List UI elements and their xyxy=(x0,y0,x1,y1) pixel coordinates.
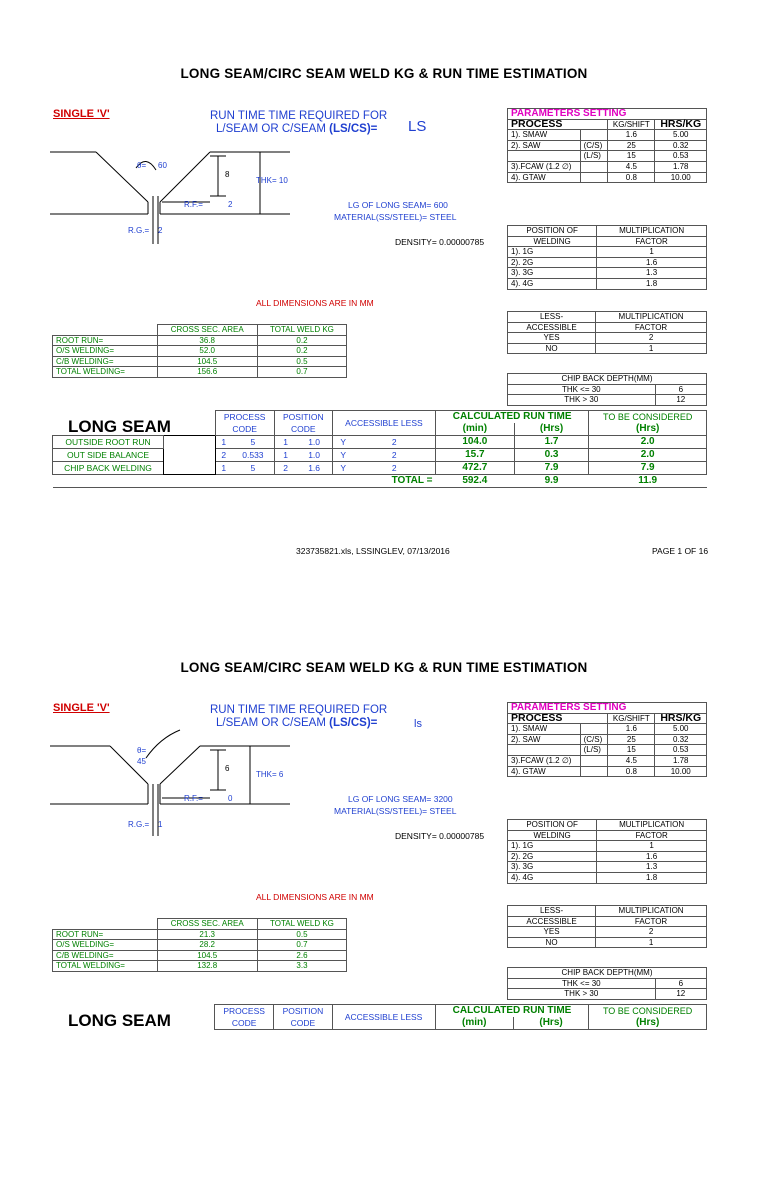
run-time-code: (LS/CS)= xyxy=(329,717,378,729)
table-row: ROOT RUN= 36.8 0.2 xyxy=(53,335,347,346)
long-seam-heading: LONG SEAM xyxy=(68,417,171,436)
chip-back-title: CHIP BACK DEPTH(MM) xyxy=(508,968,707,979)
table-row: 2). SAW (C/S) 25 0.32 xyxy=(508,140,707,151)
position-factor-table: POSITION OF MULTIPLICATION WELDING FACTOR 1). 1G 1 2). 2G 1.6 3). 3G 1.3 4). 4G 1.8 xyxy=(507,225,707,290)
long-seam-length: LG OF LONG SEAM= 600 xyxy=(348,200,448,210)
angle-value: 45 xyxy=(137,757,146,766)
material-label: MATERIAL(SS/STEEL)= STEEL xyxy=(334,806,457,816)
table-row: 3).FCAW (1.2 ∅) 4.5 1.78 xyxy=(508,755,707,766)
run-time-prompt: RUN TIME TIME REQUIRED FOR xyxy=(210,704,388,716)
table-row: THK <= 30 6 xyxy=(508,978,707,989)
table-row: 3).FCAW (1.2 ∅) 4.5 1.78 xyxy=(508,161,707,172)
chip-back-title: CHIP BACK DEPTH(MM) xyxy=(508,374,707,385)
hrs-kg-header: HRS/KG xyxy=(655,713,707,724)
table-row: 1). SMAW 1.6 5.00 xyxy=(508,130,707,141)
table-row: C/B WELDING= 104.5 2.6 xyxy=(53,950,347,961)
table-row: TOTAL WELDING= 132.8 3.3 xyxy=(53,961,347,972)
joint-type-label: SINGLE 'V' xyxy=(53,108,110,120)
position-factor-table: POSITION OF MULTIPLICATION WELDING FACTOR 1). 1G 1 2). 2G 1.6 3). 3G 1.3 4). 4G 1.8 xyxy=(507,819,707,884)
thickness-label: THK= 6 xyxy=(256,770,284,779)
root-gap-value: 2 xyxy=(158,226,163,235)
footer-page-number: PAGE 1 OF 16 xyxy=(652,546,709,556)
table-row: ROOT RUN= 21.3 0.5 xyxy=(53,929,347,940)
dimensions-note: ALL DIMENSIONS ARE IN MM xyxy=(256,298,374,308)
long-seam-length: LG OF LONG SEAM= 3200 xyxy=(348,794,453,804)
table-row: OUTSIDE ROOT RUN 1 5 1 1.0 Y 2 104.0 1.7 2.0 xyxy=(53,436,707,449)
table-row: (L/S) 15 0.53 xyxy=(508,745,707,756)
depth-value: 6 xyxy=(225,764,230,773)
table-row: TOTAL WELDING= 156.6 0.7 xyxy=(53,367,347,378)
table-row: NO 1 xyxy=(508,343,707,354)
root-gap-label: R.G.= xyxy=(128,226,150,235)
table-row: 3). 3G 1.3 xyxy=(508,268,707,279)
table-row: 4). GTAW 0.8 10.00 xyxy=(508,172,707,183)
table-row: YES 2 xyxy=(508,927,707,938)
table-row: 2). 2G 1.6 xyxy=(508,851,707,862)
accessibility-factor-table: LESS- MULTIPLICATION ACCESSIBLE FACTOR YES 2 NO 1 xyxy=(507,311,707,354)
root-face-value: 0 xyxy=(228,794,233,803)
parameters-heading: PARAMETERS SETTING xyxy=(508,109,707,120)
table-row: THK <= 30 6 xyxy=(508,384,707,395)
table-row: 1). 1G 1 xyxy=(508,247,707,258)
weld-joint-diagram xyxy=(50,130,320,245)
table-row: C/B WELDING= 104.5 0.5 xyxy=(53,356,347,367)
root-face-label: R.F.= xyxy=(184,794,203,803)
table-row: 2). 2G 1.6 xyxy=(508,257,707,268)
calculated-run-time-header: CALCULATED RUN TIME xyxy=(435,1005,589,1018)
angle-value: 60 xyxy=(158,161,167,170)
root-gap-value: 1 xyxy=(158,820,163,829)
total-row: TOTAL = 592.4 9.9 11.9 xyxy=(53,475,707,488)
run-time-prompt: RUN TIME TIME REQUIRED FOR xyxy=(210,110,388,122)
angle-label: θ= xyxy=(137,746,147,755)
parameters-table xyxy=(507,702,707,777)
chip-back-table xyxy=(507,373,707,406)
table-row: 4). GTAW 0.8 10.00 xyxy=(508,766,707,777)
weld-joint-diagram xyxy=(50,724,320,839)
table-row: THK > 30 12 xyxy=(508,395,707,406)
hrs-kg-header: HRS/KG xyxy=(655,119,707,130)
accessibility-factor-table: LESS- MULTIPLICATION ACCESSIBLE FACTOR YES 2 NO 1 xyxy=(507,905,707,948)
density-label: DENSITY= 0.00000785 xyxy=(395,831,485,841)
run-time-prompt-line2: L/SEAM OR C/SEAM xyxy=(216,123,326,135)
angle-label: θ= xyxy=(137,161,147,170)
root-gap-label: R.G.= xyxy=(128,820,150,829)
density-label: DENSITY= 0.00000785 xyxy=(395,237,485,247)
parameters-heading: PARAMETERS SETTING xyxy=(508,703,707,714)
process-header: PROCESS xyxy=(508,713,608,724)
depth-value: 8 xyxy=(225,170,230,179)
seam-type-value[interactable]: ls xyxy=(414,718,422,730)
to-be-considered-header: TO BE CONSIDERED xyxy=(589,411,707,424)
page-title: LONG SEAM/CIRC SEAM WELD KG & RUN TIME ESTIMATION xyxy=(180,66,588,81)
table-row: THK > 30 12 xyxy=(508,989,707,1000)
table-row: 1). 1G 1 xyxy=(508,841,707,852)
footer-file-info: 323735821.xls, LSSINGLEV, 07/13/2016 xyxy=(296,546,450,556)
run-time-table: PROCESS POSITION ACCESSIBLE LESS CALCULATED RUN TIME TO BE CONSIDERED CODE CODE (min) (Hrs) (Hrs) OUTSIDE ROOT RUN 1 5 1 1.0 Y 2 104.0 1.7 2.0 OUT SIDE BALANCE 2 0.533 1 1.0 Y 2 15.7 0.3 2.0 CHIP BACK WELDING 1 5 2 1.6 Y 2 472.7 7.9 7.9 TOTAL = 592.4 9.9 11.9 xyxy=(52,410,707,488)
cross-section-table: CROSS SEC. AREA TOTAL WELD KG ROOT RUN= 21.3 0.5 O/S WELDING= 28.2 0.7 C/B WELDING= 104.5 2.6 TOTAL WELDING= 132.8 3.3 xyxy=(52,918,347,972)
table-row: 4). 4G 1.8 xyxy=(508,872,707,883)
table-row: CHIP BACK WELDING 1 5 2 1.6 Y 2 472.7 7.9 7.9 xyxy=(53,462,707,475)
chip-back-table xyxy=(507,967,707,1000)
root-face-value: 2 xyxy=(228,200,233,209)
material-label: MATERIAL(SS/STEEL)= STEEL xyxy=(334,212,457,222)
run-time-code: (LS/CS)= xyxy=(329,123,378,135)
page-title: LONG SEAM/CIRC SEAM WELD KG & RUN TIME ESTIMATION xyxy=(180,660,588,675)
thickness-label: THK= 10 xyxy=(256,176,288,185)
root-face-label: R.F.= xyxy=(184,200,203,209)
run-time-prompt-line2: L/SEAM OR C/SEAM xyxy=(216,717,326,729)
long-seam-heading: LONG SEAM xyxy=(68,1011,171,1030)
run-time-table: PROCESS POSITION ACCESSIBLE LESS CALCULATED RUN TIME TO BE CONSIDERED CODE CODE (min) (Hrs) (Hrs) xyxy=(52,1004,707,1030)
joint-type-label: SINGLE 'V' xyxy=(53,702,110,714)
calculated-run-time-header: CALCULATED RUN TIME xyxy=(435,411,588,424)
table-row: YES 2 xyxy=(508,333,707,344)
kg-shift-header: KG/SHIFT xyxy=(608,119,655,130)
process-header: PROCESS xyxy=(508,119,608,130)
table-row: OUT SIDE BALANCE 2 0.533 1 1.0 Y 2 15.7 0.3 2.0 xyxy=(53,449,707,462)
parameters-table xyxy=(507,108,707,183)
table-row: O/S WELDING= 52.0 0.2 xyxy=(53,346,347,357)
table-row: (L/S) 15 0.53 xyxy=(508,151,707,162)
table-row: 1). SMAW 1.6 5.00 xyxy=(508,724,707,735)
table-row: 3). 3G 1.3 xyxy=(508,862,707,873)
seam-type-value[interactable]: LS xyxy=(408,118,427,135)
table-row: 4). 4G 1.8 xyxy=(508,278,707,289)
table-row: 2). SAW (C/S) 25 0.32 xyxy=(508,734,707,745)
to-be-considered-header: TO BE CONSIDERED xyxy=(589,1005,707,1018)
table-row: NO 1 xyxy=(508,937,707,948)
cross-section-table: CROSS SEC. AREA TOTAL WELD KG ROOT RUN= 36.8 0.2 O/S WELDING= 52.0 0.2 C/B WELDING= 104.5 0.5 TOTAL WELDING= 156.6 0.7 xyxy=(52,324,347,378)
kg-shift-header: KG/SHIFT xyxy=(608,713,655,724)
table-row: O/S WELDING= 28.2 0.7 xyxy=(53,940,347,951)
sheet-2 xyxy=(0,594,768,1188)
dimensions-note: ALL DIMENSIONS ARE IN MM xyxy=(256,892,374,902)
